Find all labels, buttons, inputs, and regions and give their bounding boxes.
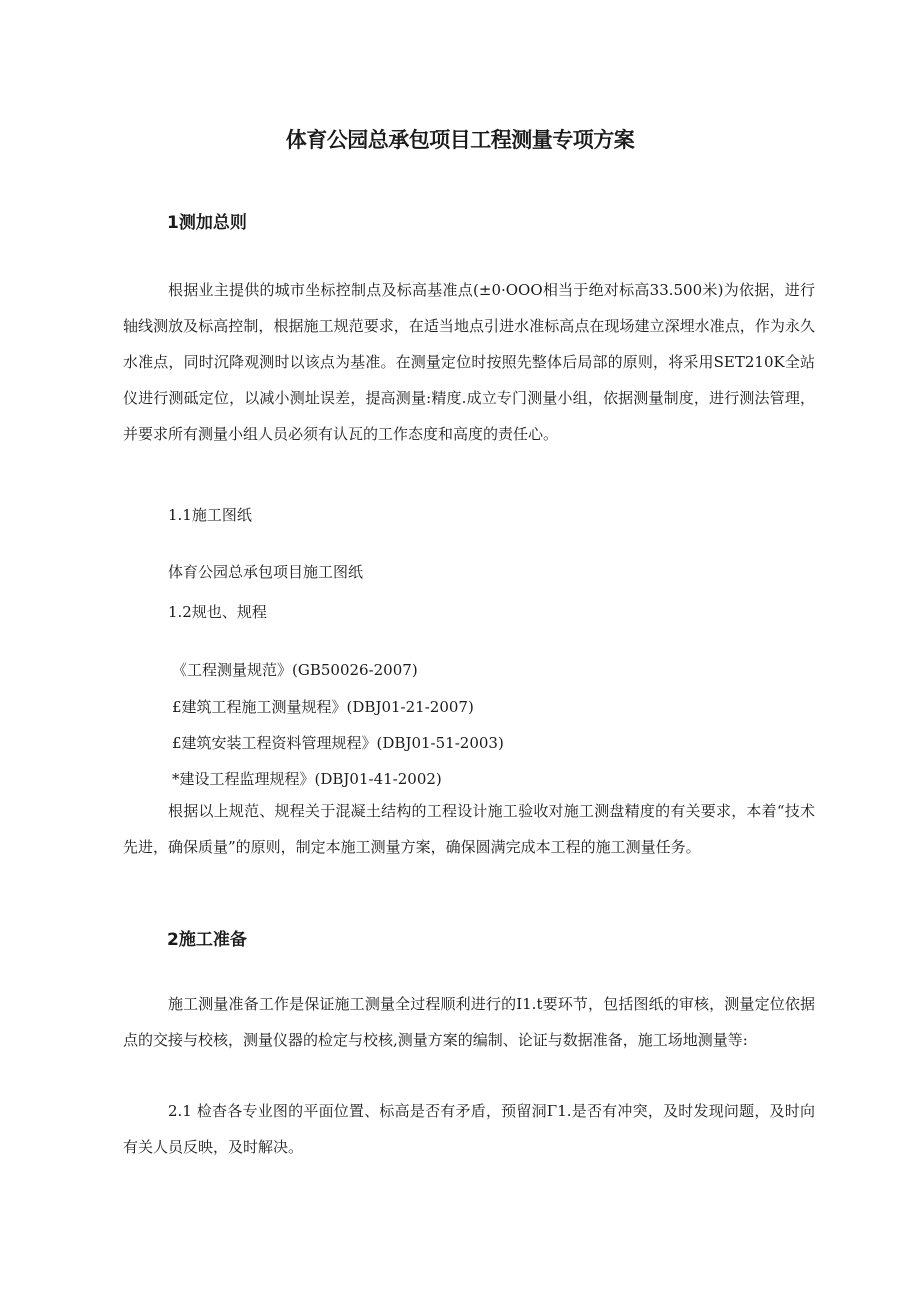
section-1-heading: 1测加总则 [167,213,247,233]
reference-item: £建筑工程施工测量规程》(DBJ01-21-2007) [172,698,474,716]
section-2-item-2-1: 2.1 检杳各专业图的平面位置、标高是否有矛盾，预留洞Γ1.是否有冲突，及时发现问题，及时向有关人员反映，及时解决。 [123,1102,815,1156]
section-1-paragraph: 根据业主提供的城市坐标控制点及标高基准点(±0·OOO相当于绝对标高33.500米)为依据，进行轴线测放及标高控制，根据施工规范要求，在适当地点引进水准标高点在现场建立深埋水准点，作为永久水准点，同时沉降观测时以该点为基准。在测量定位时按照先整体后局部的原则，将采用SET210K全站仪进行测砥定位，以减小测址误差，提高测量:精度.成立专门测量小组，依据测量制度，进行测法管理，并要求所有测量小组人员必须有认瓦的工作态度和高度的责任心。 [123,281,815,443]
reference-item: *建设工程监理规程》(DBJ01-41-2002) [172,770,442,788]
reference-item: 《工程测量规范》(GB50026-2007) [172,661,418,679]
subsection-1-1-text: 体育公园总承包项目施工图纸 [168,563,364,581]
section-2-heading: 2施工准备 [167,930,247,950]
section-1-closing-paragraph: 根据以上规范、规程关于混凝土结构的工程设计施工验收对施工测盘精度的有关要求，本着“技术先进，确保质量”的原则，制定本施工测量方案，确保圆满完成本工程的施工测量任务。 [123,802,815,856]
document-title: 体育公园总承包项目工程测量专项方案 [285,128,635,152]
subsection-1-1-heading: 1.1施工图纸 [168,506,252,524]
subsection-1-2-heading: 1.2规也、规程 [168,603,267,621]
reference-item: £建筑安装工程资料管理规程》(DBJ01-51-2003) [172,734,504,752]
section-2-paragraph: 施工测量准备工作是保证施工测量全过程顺利进行的I1.t要环节，包括图纸的审核，测量定位依据点的交接与校核，测量仪器的检定与校核,测量方案的编制、论证与数据准备，施工场地测量等: [123,995,815,1049]
